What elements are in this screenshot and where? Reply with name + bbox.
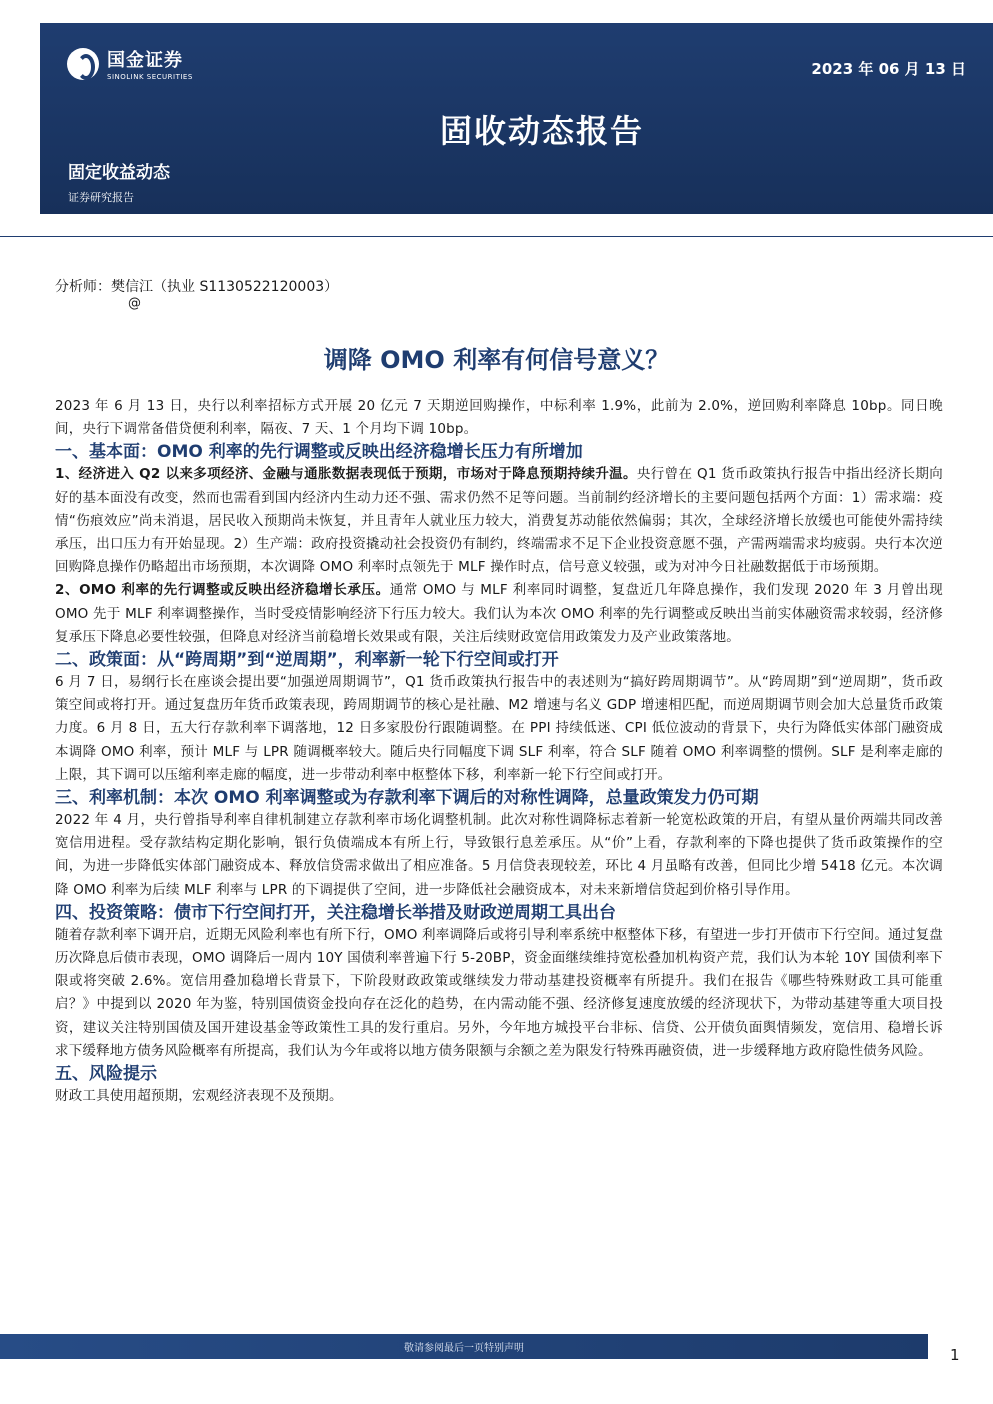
report-subtitle: 固定收益动态 [68, 163, 170, 183]
page-number: 1 [950, 1346, 960, 1364]
section-heading-4: 四、投资策略：债市下行空间打开，关注稳增长举措及财政逆周期工具出台 [55, 902, 616, 923]
article-body [55, 395, 943, 1108]
intro-paragraph: 2023 年 6 月 13 日，央行以利率招标方式开展 20 亿元 7 天期逆回购操作，中标利率 1.9%，此前为 2.0%，逆回购利率降息 10bp。同日晚间，央行下调常备借贷便利利率，隔夜、7 天、1 个月均下调 10bp。 [55, 398, 943, 438]
section-heading-5: 五、风险提示 [55, 1064, 157, 1085]
section-5-paragraph: 财政工具使用超预期，宏观经济表现不及预期。 [55, 1088, 343, 1105]
company-logo [67, 46, 193, 81]
article-title: 调降 OMO 利率有何信号意义？ [323, 346, 670, 374]
logo-en: SINOLINK SECURITIES [107, 73, 193, 81]
section-1-p1-text: 央行曾在 Q1 货币政策执行报告中指出经济长期向好的基本面没有改变，然而也需看到国内经济内生动力还不强、需求仍然不足等问题。当前制约经济增长的主要问题包括两个方面：1）需求端：疫情“伤痕效应”尚未消退，居民收入预期尚未恢复，并且青年人就业压力较大，消费复苏动能依然偏弱；其次，全球经济增长放缓也可能使外需持续承压，出口压力有开始显现。2）生产端：政府投资撬动社会投资仍有制约，终端需求不足下企业投资意愿不强，产需两端需求均疲弱。央行本次逆回购降息操作仍略超出市场预期，本次调降 OMO 利率时点领先于 MLF 操作时点，信号意义较强，或为对冲今日社融数据低于市场预期。 [55, 466, 943, 576]
report-type: 证券研究报告 [68, 191, 134, 204]
report-title: 固收动态报告 [440, 112, 645, 150]
section-1-paragraph-2 [55, 579, 943, 649]
section-heading-1: 一、基本面：OMO 利率的先行调整或反映出经济稳增长压力有所增加 [55, 442, 583, 463]
header-divider [0, 236, 993, 237]
analyst-line: 分析师：樊信江（执业 S1130522120003） [55, 279, 339, 295]
section-1-p2-text: 通常 OMO 与 MLF 利率同时调整，复盘近几年降息操作，我们发现 2020 年 3 月曾出现 OMO 先于 MLF 利率调整操作，当时受疫情影响经济下行压力较大。我们认为本次 OMO 利率的先行调整或反映出当前实体融资需求较弱，经济修复承压下降息必要性较强，但降息对经济当前稳增长效果或有限，关注后续财政宽信用政策发力及产业政策落地。 [55, 582, 943, 645]
section-1-paragraph-1 [55, 463, 943, 579]
section-1-p2-bold: 2、OMO 利率的先行调整或反映出经济稳增长承压。 [55, 582, 390, 599]
section-heading-3: 三、利率机制：本次 OMO 利率调整或为存款利率下调后的对称性调降，总量政策发力仍可期 [55, 788, 759, 809]
section-1-p1-bold: 1、经济进入 Q2 以来多项经济、金融与通胀数据表现低于预期，市场对于降息预期持续升温。 [55, 466, 637, 483]
section-heading-2: 二、政策面：从“跨周期”到“逆周期”，利率新一轮下行空间或打开 [55, 650, 559, 671]
section-2-paragraph: 6 月 7 日，易纲行长在座谈会提出要“加强逆周期调节”，Q1 货币政策执行报告中的表述则为“搞好跨周期调节”。从“跨周期”到“逆周期”，货币政策空间或将打开。通过复盘历年货币政策表现，跨周期调节的核心是社融、M2 增速与名义 GDP 增速相匹配，而逆周期调节则会加大总量货币政策力度。6 月 8 日，五大行存款利率下调落地，12 日多家股份行跟随调整。在 PPI 持续低迷、CPI 低位波动的背景下，央行为降低实体部门融资成本调降 OMO 利率，预计 MLF 与 LPR 随调概率较大。随后央行同幅度下调 SLF 利率，符合 SLF 随着 OMO 利率调整的惯例。SLF 是利率走廊的上限，其下调可以压缩利率走廊的幅度，进一步带动利率中枢整体下移，利率新一轮下行空间或打开。 [55, 674, 943, 783]
section-4-paragraph: 随着存款利率下调开启，近期无风险利率也有所下行，OMO 利率调降后或将引导利率系统中枢整体下移，有望进一步打开债市下行空间。通过复盘历次降息后债市表现，OMO 调降后一周内 10Y 国债利率普遍下行 5-20BP，资金面继续维持宽松叠加机构资产荒，我们认为本轮 10Y 国债利率下限或将突破 2.6%。宽信用叠加稳增长背景下，下阶段财政政策或继续发力带动基建投资概率有所提升。我们在报告《哪些特殊财政工具可能重启？》中提到以 2020 年为鉴，特别国债资金投向存在泛化的趋势，在内需动能不强、经济修复速度放缓的经济现状下，为带动基建等重大项目投资，建议关注特别国债及国开建设基金等政策性工具的发行重启。另外，今年地方城投平台非标、信贷、公开债负面舆情频发，宽信用、稳增长诉求下缓释地方债务风险概率有所提高，我们认为今年或将以地方债务限额与余额之差为限发行特殊再融资债，进一步缓释地方政府隐性债务风险。 [55, 926, 943, 1059]
report-date: 2023 年 06 月 13 日 [811, 60, 966, 78]
section-3-paragraph: 2022 年 4 月，央行曾指导利率自律机制建立存款利率市场化调整机制。此次对称性调降标志着新一轮宽松政策的开启，有望从量价两端共同改善宽信用进程。受存款结构定期化影响，银行负债端成本有所上行，导致银行息差承压。从“价”上看，存款利率的下降也提供了货币政策操作的空间，为进一步降低实体部门融资成本、释放信贷需求做出了相应准备。5 月信贷表现较差，环比 4 月虽略有改善，但同比少增 5418 亿元。本次调降 OMO 利率为后续 MLF 利率与 LPR 的下调提供了空间，进一步降低社会融资成本，对未来新增信贷起到价格引导作用。 [55, 812, 943, 898]
logo-mark-icon [67, 48, 99, 80]
logo-cn: 国金证券 [107, 50, 183, 71]
analyst-email[interactable]: @ [128, 296, 141, 311]
footer-notice: 敬请参阅最后一页特别声明 [404, 1343, 524, 1354]
